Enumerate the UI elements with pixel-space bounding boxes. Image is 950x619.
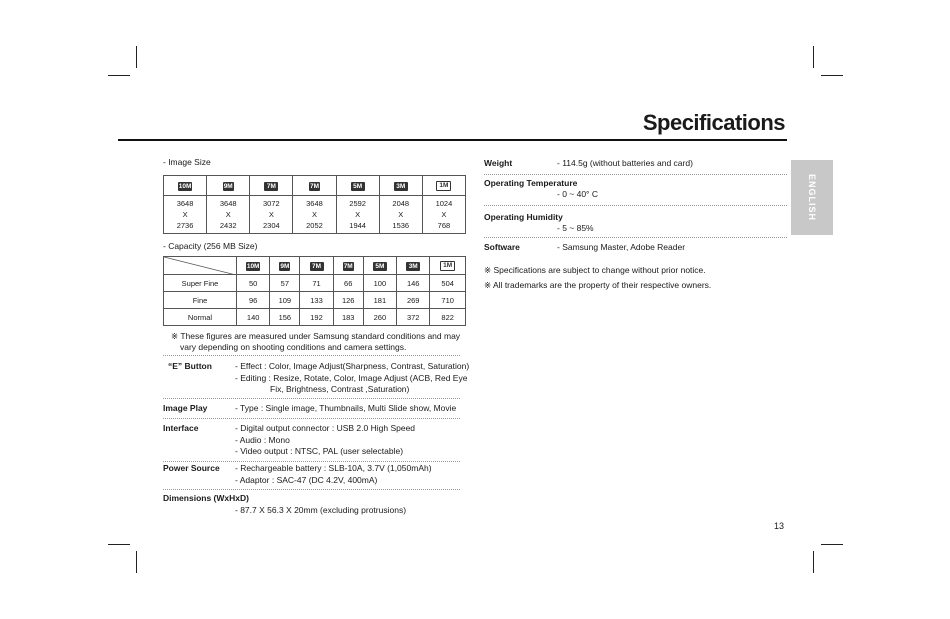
row-label: Fine: [164, 292, 237, 309]
cell: 260: [363, 309, 396, 326]
size-icon-7m-wide: 7M: [293, 176, 336, 196]
cell: 156: [270, 309, 300, 326]
cap-icon-3m: 3M: [397, 257, 430, 275]
cap-icon-1m: 1M: [430, 257, 466, 275]
divider: [163, 461, 460, 462]
page-title: Specifications: [642, 110, 785, 135]
op-temp-label: Operating Temperature: [484, 178, 578, 188]
size-icon-7m: 7M: [250, 176, 293, 196]
note-trademarks: ※ All trademarks are the property of their respective owners.: [484, 280, 712, 290]
size-cell: 2048 X 1536: [379, 196, 422, 234]
note-specifications: ※ Specifications are subject to change without prior notice.: [484, 265, 706, 275]
power-source-line-2: - Adaptor : SAC-47 (DC 4.2V, 400mA): [235, 475, 378, 485]
crop-mark: [136, 46, 137, 68]
size-cell: 3648 X 2052: [293, 196, 336, 234]
divider: [163, 398, 460, 399]
dimensions-label: Dimensions (WxHxD): [163, 493, 249, 503]
image-size-table: [163, 175, 466, 234]
language-tab: [791, 160, 833, 235]
size-cell: 2592 X 1944: [336, 196, 379, 234]
cell: 822: [430, 309, 466, 326]
cell: 372: [397, 309, 430, 326]
software-label: Software: [484, 242, 520, 252]
language-tab-label: ENGLISH: [807, 173, 817, 221]
weight-value: - 114.5g (without batteries and card): [557, 158, 693, 168]
e-button-line-3: Fix, Brightness, Contrast ,Saturation): [270, 384, 410, 394]
size-cell: 3648 X 2432: [207, 196, 250, 234]
divider: [163, 355, 460, 356]
capacity-label: - Capacity (256 MB Size): [163, 241, 258, 251]
table-row: [164, 292, 466, 309]
table-row: [164, 275, 466, 292]
cell: 50: [237, 275, 270, 292]
e-button-label: “E” Button: [168, 361, 212, 371]
interface-line-2: - Audio : Mono: [235, 435, 290, 445]
capacity-note-2: vary depending on shooting conditions and camera settings.: [180, 342, 407, 352]
image-play-line-1: - Type : Single image, Thumbnails, Multi Slide show, Movie: [235, 403, 457, 413]
interface-line-1: - Digital output connector : USB 2.0 High Speed: [235, 423, 416, 433]
cell: 71: [300, 275, 333, 292]
crop-mark: [108, 75, 130, 76]
cap-icon-7m: 7M: [300, 257, 333, 275]
cap-icon-10m: 10M: [237, 257, 270, 275]
crop-mark: [813, 551, 814, 573]
row-label: Super Fine: [164, 275, 237, 292]
cap-icon-9m: 9M: [270, 257, 300, 275]
size-icon-5m: 5M: [336, 176, 379, 196]
cell: 126: [333, 292, 363, 309]
cell: 146: [397, 275, 430, 292]
image-size-label: - Image Size: [163, 157, 211, 167]
divider: [484, 205, 787, 206]
cell: 96: [237, 292, 270, 309]
crop-mark: [821, 544, 843, 545]
divider: [163, 418, 460, 419]
corner-diagonal: [164, 257, 236, 275]
size-icon-3m: 3M: [379, 176, 422, 196]
op-humidity-label: Operating Humidity: [484, 212, 563, 222]
cell: 57: [270, 275, 300, 292]
image-play-label: Image Play: [163, 403, 208, 413]
crop-mark: [108, 544, 130, 545]
divider: [484, 174, 787, 175]
title-rule: [118, 139, 787, 141]
table-row: [164, 309, 466, 326]
cell: 183: [333, 309, 363, 326]
size-cell: 3072 X 2304: [250, 196, 293, 234]
size-cell: 1024 X 768: [422, 196, 465, 234]
cell: 66: [333, 275, 363, 292]
interface-label: Interface: [163, 423, 199, 433]
cell: 133: [300, 292, 333, 309]
dimensions-line-1: - 87.7 X 56.3 X 20mm (excluding protrusions): [235, 505, 407, 515]
size-icon-1m: 1M: [422, 176, 465, 196]
capacity-table: [163, 256, 466, 326]
crop-mark: [821, 75, 843, 76]
cap-icon-5m: 5M: [363, 257, 396, 275]
cell: 109: [270, 292, 300, 309]
interface-line-3: - Video output : NTSC, PAL (user selectable): [235, 446, 404, 456]
cell: 100: [363, 275, 396, 292]
size-icon-10m: 10M: [164, 176, 207, 196]
size-icon-9m: 9M: [207, 176, 250, 196]
cell: 140: [237, 309, 270, 326]
size-cell: 3648 X 2736: [164, 196, 207, 234]
power-source-line-1: - Rechargeable battery : SLB-10A, 3.7V (1,050mAh): [235, 463, 432, 473]
power-source-label: Power Source: [163, 463, 220, 473]
cell: 192: [300, 309, 333, 326]
page-number: 13: [774, 521, 785, 531]
row-label: Normal: [164, 309, 237, 326]
crop-mark: [136, 551, 137, 573]
cell: 710: [430, 292, 466, 309]
divider: [163, 489, 460, 490]
cap-icon-7m-wide: 7M: [333, 257, 363, 275]
e-button-line-2: - Editing : Resize, Rotate, Color, Image Adjust (ACB, Red Eye: [235, 373, 468, 383]
divider: [484, 237, 787, 238]
software-value: - Samsung Master, Adobe Reader: [557, 242, 686, 252]
cell: 269: [397, 292, 430, 309]
weight-label: Weight: [484, 158, 513, 168]
op-humidity-value: - 5 ~ 85%: [557, 223, 594, 233]
e-button-line-1: - Effect : Color, Image Adjust(Sharpness, Contrast, Saturation): [235, 361, 470, 371]
cell: 181: [363, 292, 396, 309]
crop-mark: [813, 46, 814, 68]
capacity-note-1: ※ These figures are measured under Samsung standard conditions and may: [171, 331, 461, 341]
capacity-corner-cell: [164, 257, 237, 275]
cell: 504: [430, 275, 466, 292]
op-temp-value: - 0 ~ 40° C: [557, 189, 598, 199]
